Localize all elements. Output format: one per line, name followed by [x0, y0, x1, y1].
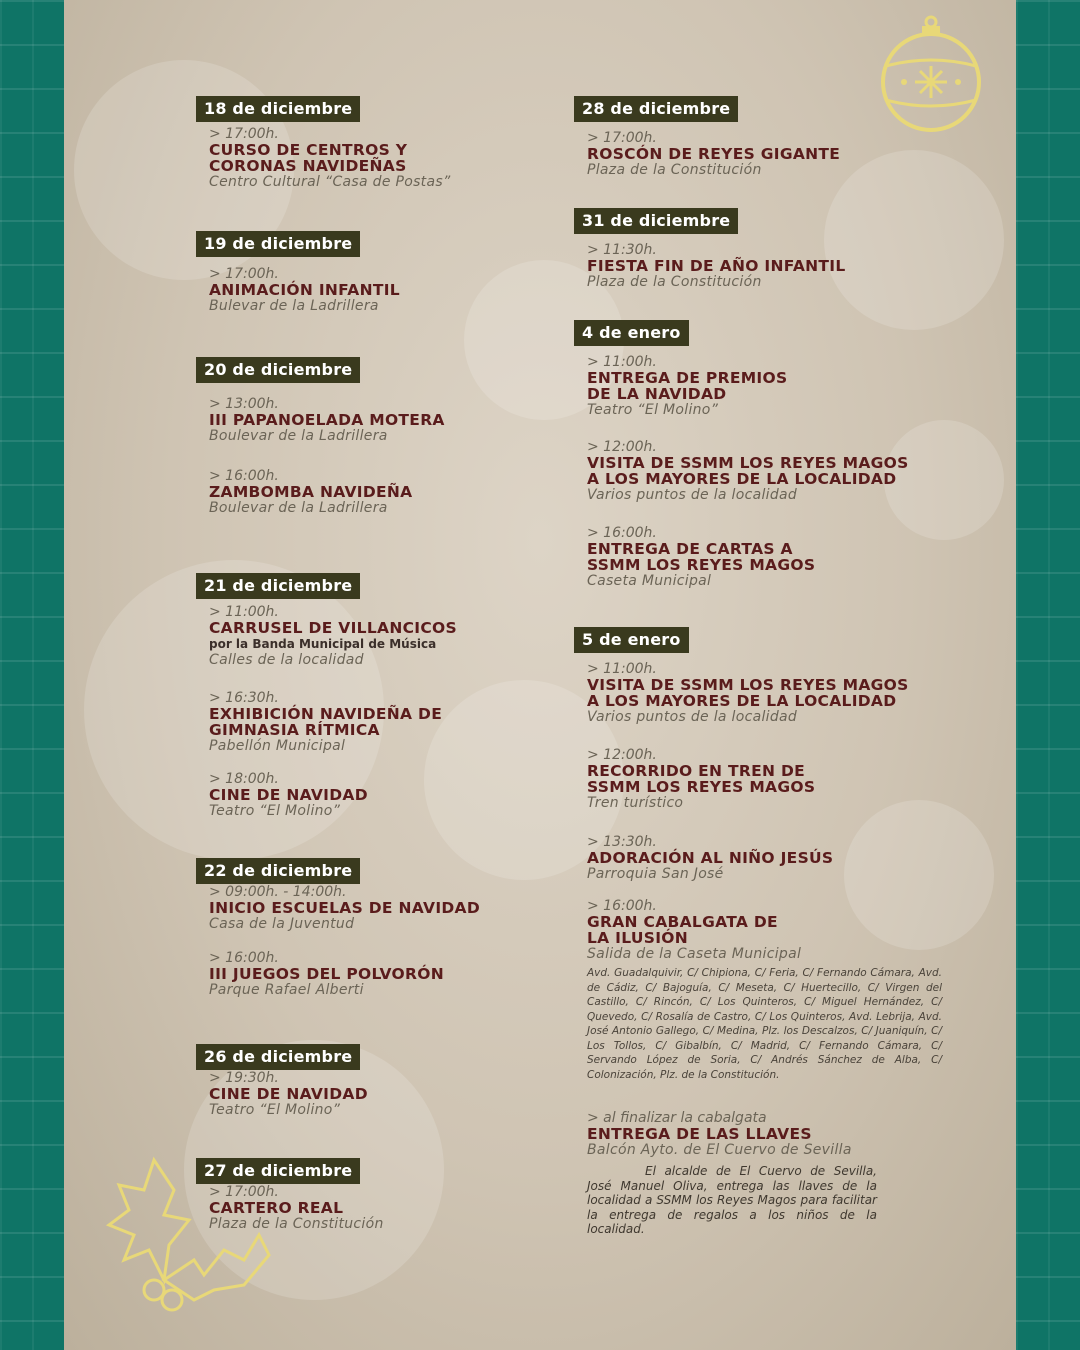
day-header	[196, 1044, 360, 1070]
event-title: III JUEGOS DEL POLVORÓN	[209, 965, 444, 983]
date-label: 27 de diciembre	[196, 1158, 360, 1184]
event-item	[587, 354, 942, 418]
event-time: > 16:00h.	[209, 468, 279, 484]
event-item	[587, 661, 942, 725]
event-place: Varios puntos de la localidad	[587, 709, 798, 725]
event-time: > 19:30h.	[209, 1070, 279, 1086]
day-header	[196, 357, 360, 383]
event-title: ZAMBOMBA NAVIDEÑA	[209, 483, 413, 501]
event-item	[587, 525, 942, 589]
event-place: Caseta Municipal	[587, 573, 712, 589]
event-time: > 16:30h.	[209, 690, 279, 706]
event-item	[209, 468, 509, 516]
event-title: ENTREGA DE PREMIOS DE LA NAVIDAD	[587, 369, 788, 403]
christmas-ball-icon	[876, 4, 986, 134]
event-title: ROSCÓN DE REYES GIGANTE	[587, 145, 841, 163]
event-place: Plaza de la Constitución	[587, 274, 762, 290]
event-item	[587, 747, 942, 811]
event-title: FIESTA FIN DE AÑO INFANTIL	[587, 257, 846, 275]
event-place: Pabellón Municipal	[209, 738, 346, 754]
event-time: > 11:30h.	[587, 242, 657, 258]
event-item	[587, 898, 942, 1082]
event-item	[209, 690, 509, 754]
event-item	[587, 242, 942, 290]
event-title: CINE DE NAVIDAD	[209, 1085, 368, 1103]
day-header	[196, 231, 360, 257]
route-list: Avd. Guadalquivir, C/ Chipiona, C/ Feria, C/ Fernando Cámara, Avd. de Cádiz, C/ Bajoguía, C/ Meseta, C/ Huertecillo, C/ Virgen del Castillo, C/ Rincón, C/ Los Quinteros, C/ Miguel Hernández, C/ Quevedo, C/ Rosalía de Castro, C/ Los Quinteros, Avd. Lebrija, Avd. José Antonio Gallego, C/ Medina, Plz. los Descalzos, C/ Juaniquín, C/ Los Tollos, C/ Gibalbín, C/ Madrid, C/ Fernando Cámara, C/ Servando López de Soria, C/ Andrés Sánchez de Alba, C/ Colonización, Plz. de la Constitución.	[587, 967, 942, 1081]
event-time: > 17:00h.	[587, 130, 657, 146]
event-item	[209, 266, 509, 314]
day-header	[196, 1158, 360, 1184]
day-header	[574, 96, 738, 122]
event-time: > 17:00h.	[209, 266, 279, 282]
event-item	[209, 884, 509, 932]
date-label: 5 de enero	[574, 627, 689, 653]
event-time: > 17:00h.	[209, 1184, 279, 1200]
event-place: Plaza de la Constitución	[209, 1216, 384, 1232]
event-place: Teatro “El Molino”	[209, 1102, 341, 1118]
event-place: Casa de la Juventud	[209, 916, 355, 932]
day-header	[196, 573, 360, 599]
event-time: > 18:00h.	[209, 771, 279, 787]
date-label: 20 de diciembre	[196, 357, 360, 383]
event-place: Balcón Ayto. de El Cuervo de Sevilla	[587, 1142, 852, 1158]
event-item	[587, 439, 942, 503]
event-time: > 11:00h.	[209, 604, 279, 620]
event-item	[587, 130, 942, 178]
event-item	[209, 771, 509, 819]
event-subtitle: por la Banda Municipal de Música	[209, 637, 437, 651]
event-place: Parroquia San José	[587, 866, 724, 882]
event-time: > 16:00h.	[587, 525, 657, 541]
event-item	[209, 604, 509, 668]
event-title: ENTREGA DE CARTAS A SSMM LOS REYES MAGOS	[587, 540, 816, 574]
day-header	[196, 96, 360, 122]
date-label: 18 de diciembre	[196, 96, 360, 122]
event-time: > 17:00h.	[209, 126, 279, 142]
event-title: ANIMACIÓN INFANTIL	[209, 281, 400, 299]
event-title: CARTERO REAL	[209, 1199, 344, 1217]
event-time: > 16:00h.	[587, 898, 657, 914]
event-item	[209, 950, 509, 998]
event-note: El alcalde de El Cuervo de Sevilla, José Manuel Oliva, entrega las llaves de la localidad a SSMM los Reyes Magos para facilitar la entrega de regalos a los niños de la localidad.	[587, 1164, 877, 1236]
date-label: 28 de diciembre	[574, 96, 738, 122]
event-title: ENTREGA DE LAS LLAVES	[587, 1125, 812, 1143]
event-time: > 16:00h.	[209, 950, 279, 966]
event-place: Bulevar de la Ladrillera	[209, 298, 379, 314]
event-time: > 12:00h.	[587, 439, 657, 455]
left-border	[0, 0, 64, 1350]
event-item	[209, 1184, 509, 1232]
event-place: Teatro “El Molino”	[587, 402, 719, 418]
day-header	[196, 858, 360, 884]
event-place: Centro Cultural “Casa de Postas”	[209, 174, 451, 190]
event-place: Calles de la localidad	[209, 652, 364, 668]
day-header	[574, 627, 689, 653]
event-title: III PAPANOELADA MOTERA	[209, 411, 445, 429]
event-place: Varios puntos de la localidad	[587, 487, 798, 503]
event-title: CINE DE NAVIDAD	[209, 786, 368, 804]
event-time: > 09:00h. - 14:00h.	[209, 884, 347, 900]
event-place: Salida de la Caseta Municipal	[587, 946, 802, 962]
event-place: Parque Rafael Alberti	[209, 982, 364, 998]
event-title: VISITA DE SSMM LOS REYES MAGOS A LOS MAYORES DE LA LOCALIDAD	[587, 454, 909, 488]
event-place: Teatro “El Molino”	[209, 803, 341, 819]
event-title: CARRUSEL DE VILLANCICOS	[209, 619, 457, 637]
event-place: Plaza de la Constitución	[587, 162, 762, 178]
event-title: VISITA DE SSMM LOS REYES MAGOS A LOS MAYORES DE LA LOCALIDAD	[587, 676, 909, 710]
event-time: > 11:00h.	[587, 354, 657, 370]
event-item	[209, 126, 509, 190]
date-label: 26 de diciembre	[196, 1044, 360, 1070]
event-item	[587, 1110, 942, 1237]
event-place: Boulevar de la Ladrillera	[209, 428, 388, 444]
event-title: EXHIBICIÓN NAVIDEÑA DE GIMNASIA RÍTMICA	[209, 705, 443, 739]
day-header	[574, 208, 738, 234]
event-title: RECORRIDO EN TREN DE SSMM LOS REYES MAGOS	[587, 762, 816, 796]
day-header	[574, 320, 689, 346]
event-place: Boulevar de la Ladrillera	[209, 500, 388, 516]
event-item	[209, 1070, 509, 1118]
event-time: > al finalizar la cabalgata	[587, 1110, 767, 1126]
event-item	[209, 396, 509, 444]
date-label: 31 de diciembre	[574, 208, 738, 234]
event-item	[587, 834, 942, 882]
date-label: 22 de diciembre	[196, 858, 360, 884]
date-label: 4 de enero	[574, 320, 689, 346]
event-time: > 12:00h.	[587, 747, 657, 763]
event-title: GRAN CABALGATA DE LA ILUSIÓN	[587, 913, 778, 947]
event-time: > 11:00h.	[587, 661, 657, 677]
event-place: Tren turístico	[587, 795, 684, 811]
event-title: ADORACIÓN AL NIÑO JESÚS	[587, 849, 834, 867]
event-title: CURSO DE CENTROS Y CORONAS NAVIDEÑAS	[209, 141, 408, 175]
date-label: 19 de diciembre	[196, 231, 360, 257]
date-label: 21 de diciembre	[196, 573, 360, 599]
event-title: INICIO ESCUELAS DE NAVIDAD	[209, 899, 481, 917]
event-time: > 13:30h.	[587, 834, 657, 850]
event-time: > 13:00h.	[209, 396, 279, 412]
right-border	[1016, 0, 1080, 1350]
